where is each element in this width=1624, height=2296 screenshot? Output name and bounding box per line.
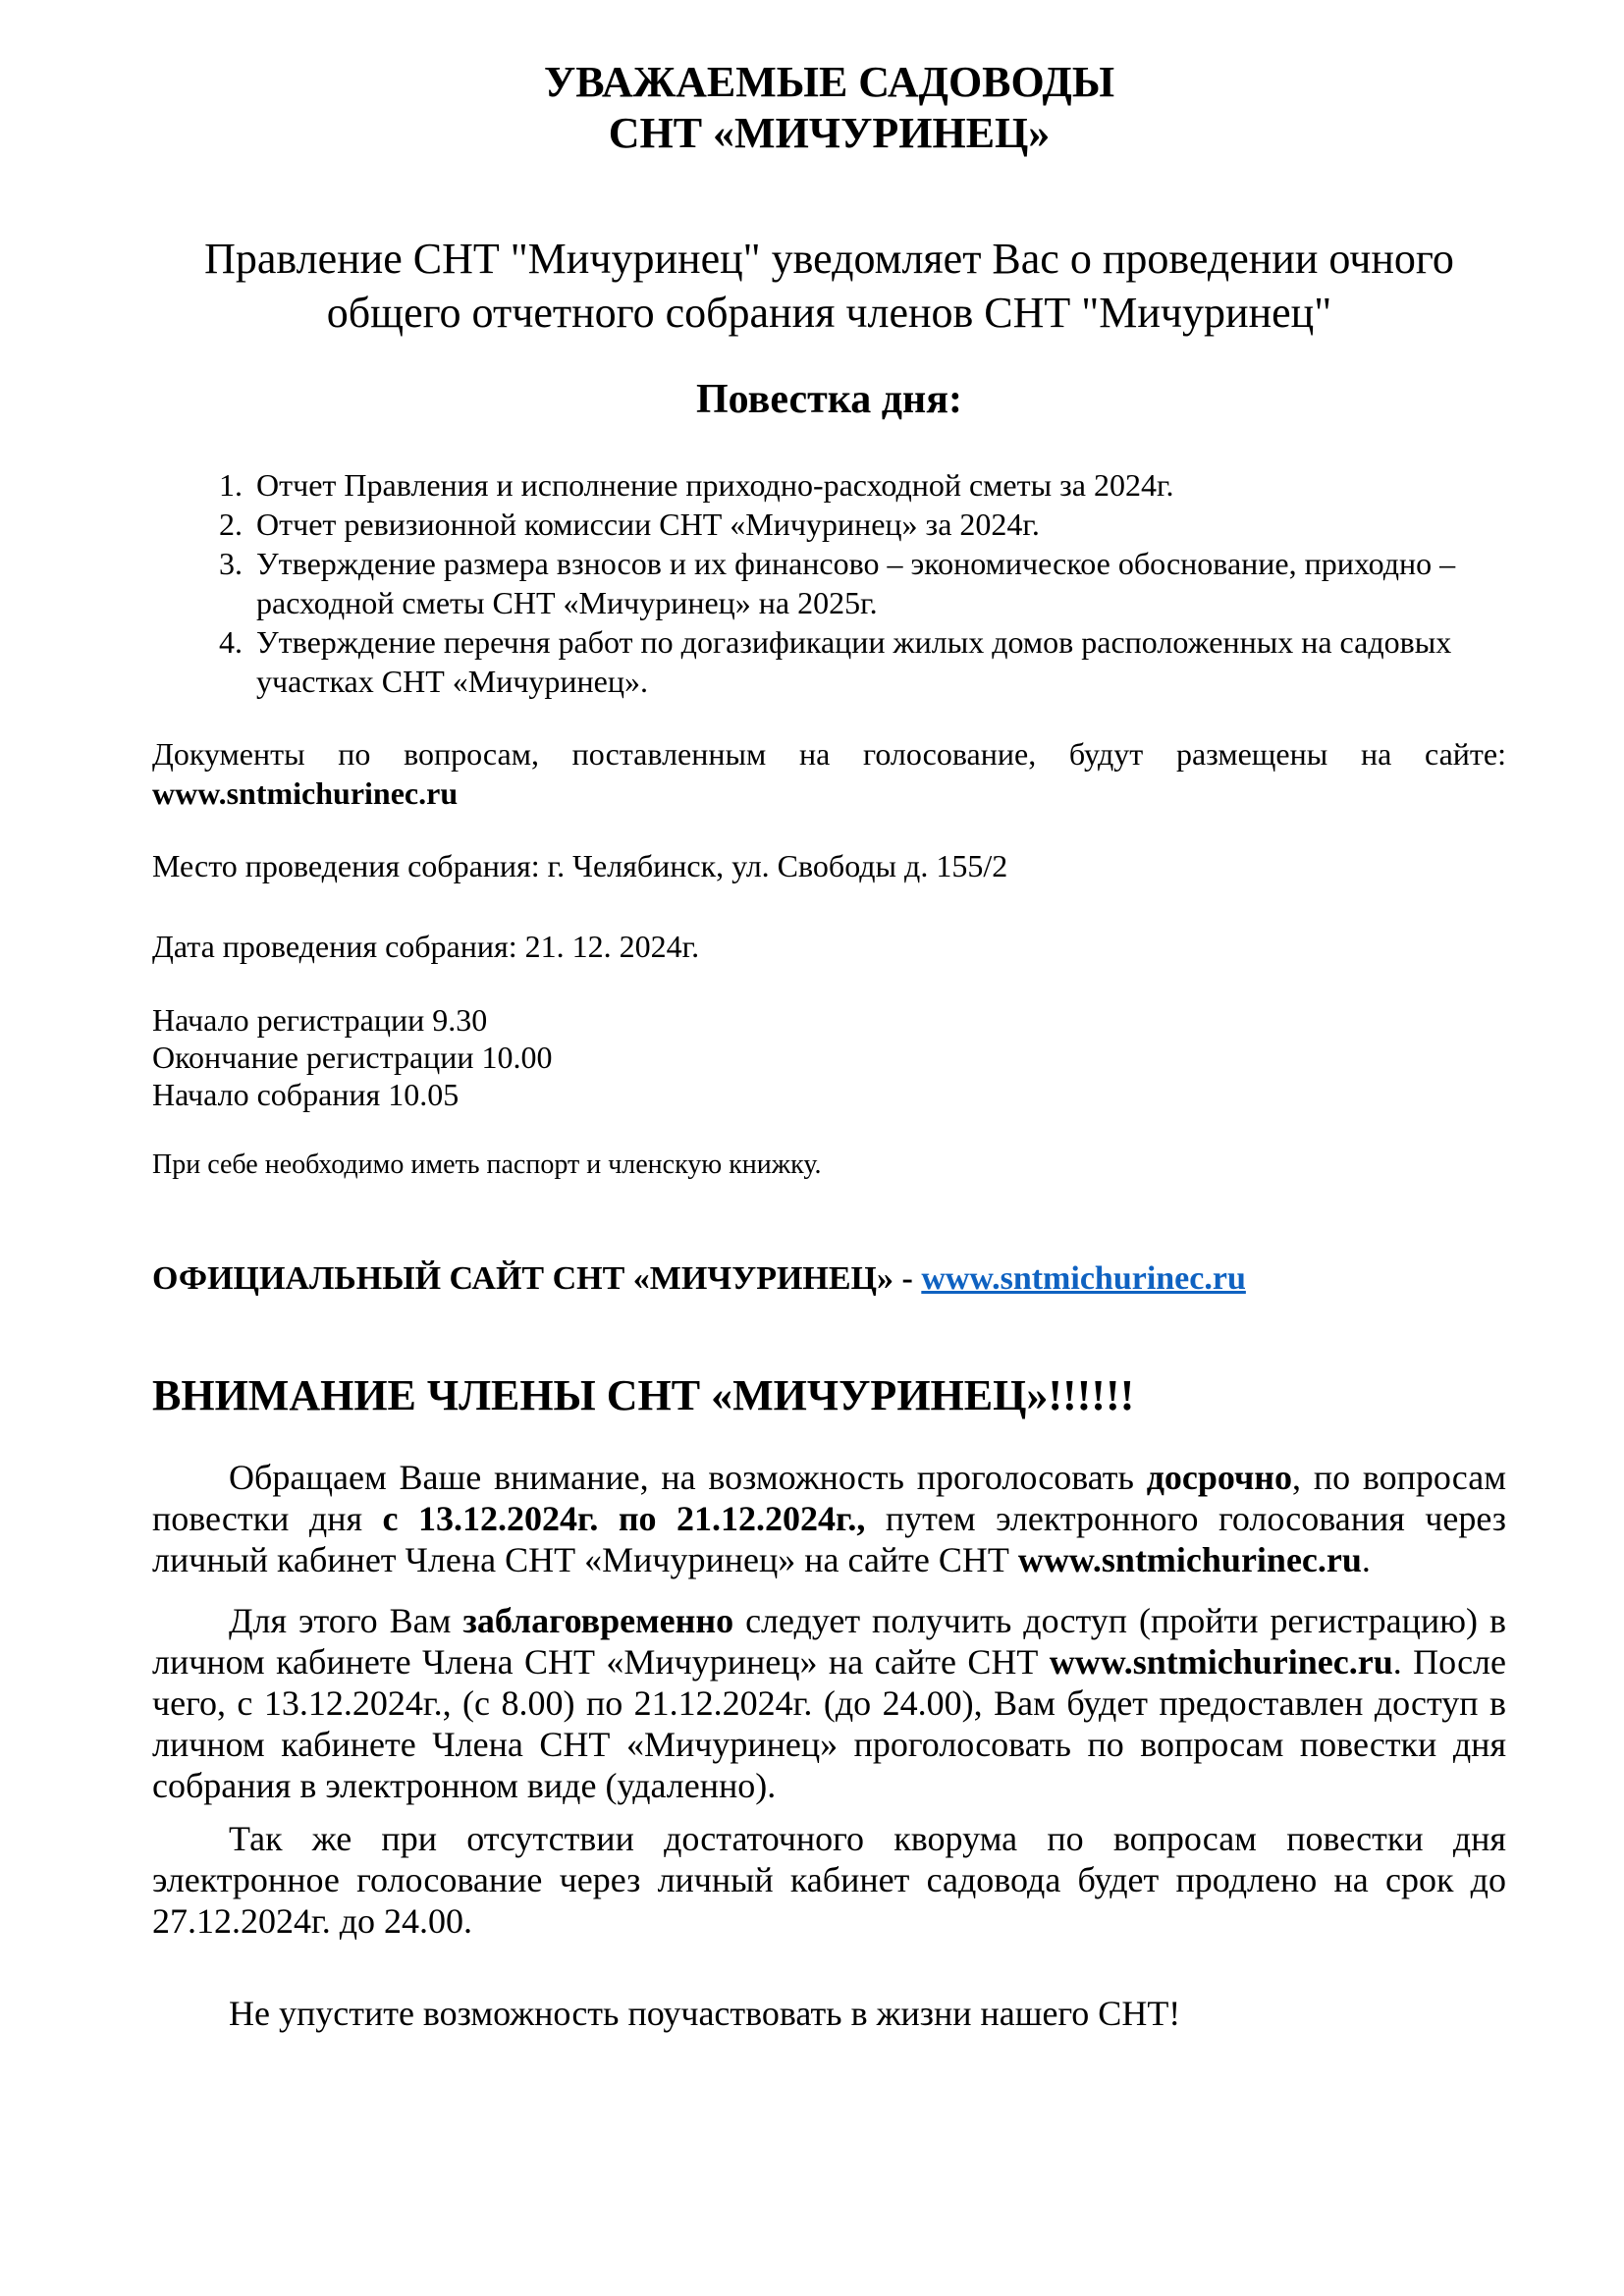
early-voting-paragraph bbox=[152, 1457, 1506, 1580]
text-run: Документы по вопросам, поставленным на голосование, будут размещены на сайте: bbox=[152, 736, 1506, 772]
agenda-list bbox=[152, 465, 1506, 701]
documents-paragraph bbox=[152, 734, 1506, 813]
text-run: путем электронного голосования через личный кабинет Члена СНТ «Мичуринец» на сайте СНТ bbox=[152, 1499, 1507, 1579]
text-run: Обращаем Ваше внимание, на возможность проголосовать bbox=[229, 1458, 1147, 1497]
text-run: следует получить доступ (пройти регистрацию) в личном кабинете Члена СНТ «Мичуринец» на сайте СНТ bbox=[152, 1601, 1507, 1682]
agenda-item-1: 1. Отчет Правления и исполнение приходно-расходной сметы за 2024г. bbox=[250, 465, 1506, 505]
text-run: , по вопросам повестки дня bbox=[152, 1458, 1506, 1538]
text-run: Для этого Вам bbox=[229, 1601, 463, 1640]
venue-line: Место проведения собрания: г. Челябинск, ул. Свободы д. 155/2 bbox=[152, 848, 1008, 883]
registration-start-line: Начало регистрации 9.30 bbox=[152, 1002, 488, 1038]
text-run: . После чего, с 13.12.2024г., (с 8.00) по 21.12.2024г. (до 24.00), Вам будет предоставлен доступ в личном кабинете Члена СНТ «Мичуринец» проголосовать по вопросам повестки дня собрания в электронном виде (удаленно). bbox=[152, 1642, 1506, 1805]
bring-documents-note: При себе необходимо иметь паспорт и членскую книжку. bbox=[152, 1149, 822, 1180]
official-site-line bbox=[152, 1258, 1506, 1300]
quorum-paragraph: Так же при отсутствии достаточного кворума по вопросам повестки дня электронное голосование через личный кабинет садовода будет продлено на срок до 27.12.2024г. до 24.00. bbox=[152, 1819, 1506, 1941]
site-url-bold: www.sntmichurinec.ru bbox=[1017, 1540, 1362, 1579]
registration-access-paragraph bbox=[152, 1600, 1506, 1806]
official-site-label: ОФИЦИАЛЬНЫЙ САЙТ СНТ «МИЧУРИНЕЦ» - bbox=[152, 1260, 922, 1297]
agenda-item-4: 4. Утверждение перечня работ по догазификации жилых домов расположенных на садовых участках СНТ «Мичуринец». bbox=[250, 622, 1506, 701]
official-site-link[interactable]: www.sntmichurinec.ru bbox=[921, 1260, 1246, 1297]
bold-text-run: досрочно bbox=[1146, 1458, 1293, 1497]
attention-heading: ВНИМАНИЕ ЧЛЕНЫ СНТ «МИЧУРИНЕЦ»!!!!!! bbox=[152, 1371, 1135, 1419]
agenda-heading: Повестка дня: bbox=[696, 377, 962, 422]
date-line: Дата проведения собрания: 21. 12. 2024г. bbox=[152, 929, 700, 964]
intro-paragraph: Правление СНТ "Мичуринец" уведомляет Вас о проведении очного общего отчетного собрания членов СНТ "Мичуринец" bbox=[204, 235, 1454, 337]
document-title bbox=[152, 57, 1506, 159]
title-line-2: СНТ «МИЧУРИНЕЦ» bbox=[608, 109, 1051, 157]
text-run: . bbox=[1361, 1540, 1371, 1579]
closing-line: Не упустите возможность поучаствовать в жизни нашего СНТ! bbox=[229, 1994, 1181, 2033]
agenda-item-3: 3. Утверждение размера взносов и их финансово – экономическое обоснование, приходно – расходной сметы СНТ «Мичуринец» на 2025г. bbox=[250, 544, 1506, 622]
registration-block bbox=[152, 1001, 1506, 1113]
bold-dates-run: с 13.12.2024г. по 21.12.2024г., bbox=[382, 1499, 866, 1538]
title-line-1: УВАЖАЕМЫЕ САДОВОДЫ bbox=[543, 58, 1115, 106]
agenda-item-2: 2. Отчет ревизионной комиссии СНТ «Мичуринец» за 2024г. bbox=[250, 505, 1506, 544]
site-url-bold: www.sntmichurinec.ru bbox=[1049, 1642, 1393, 1682]
meeting-start-line: Начало собрания 10.05 bbox=[152, 1077, 460, 1112]
bold-text-run: заблаговременно bbox=[462, 1601, 734, 1640]
registration-end-line: Окончание регистрации 10.00 bbox=[152, 1040, 553, 1075]
site-url-bold: www.sntmichurinec.ru bbox=[152, 775, 459, 811]
